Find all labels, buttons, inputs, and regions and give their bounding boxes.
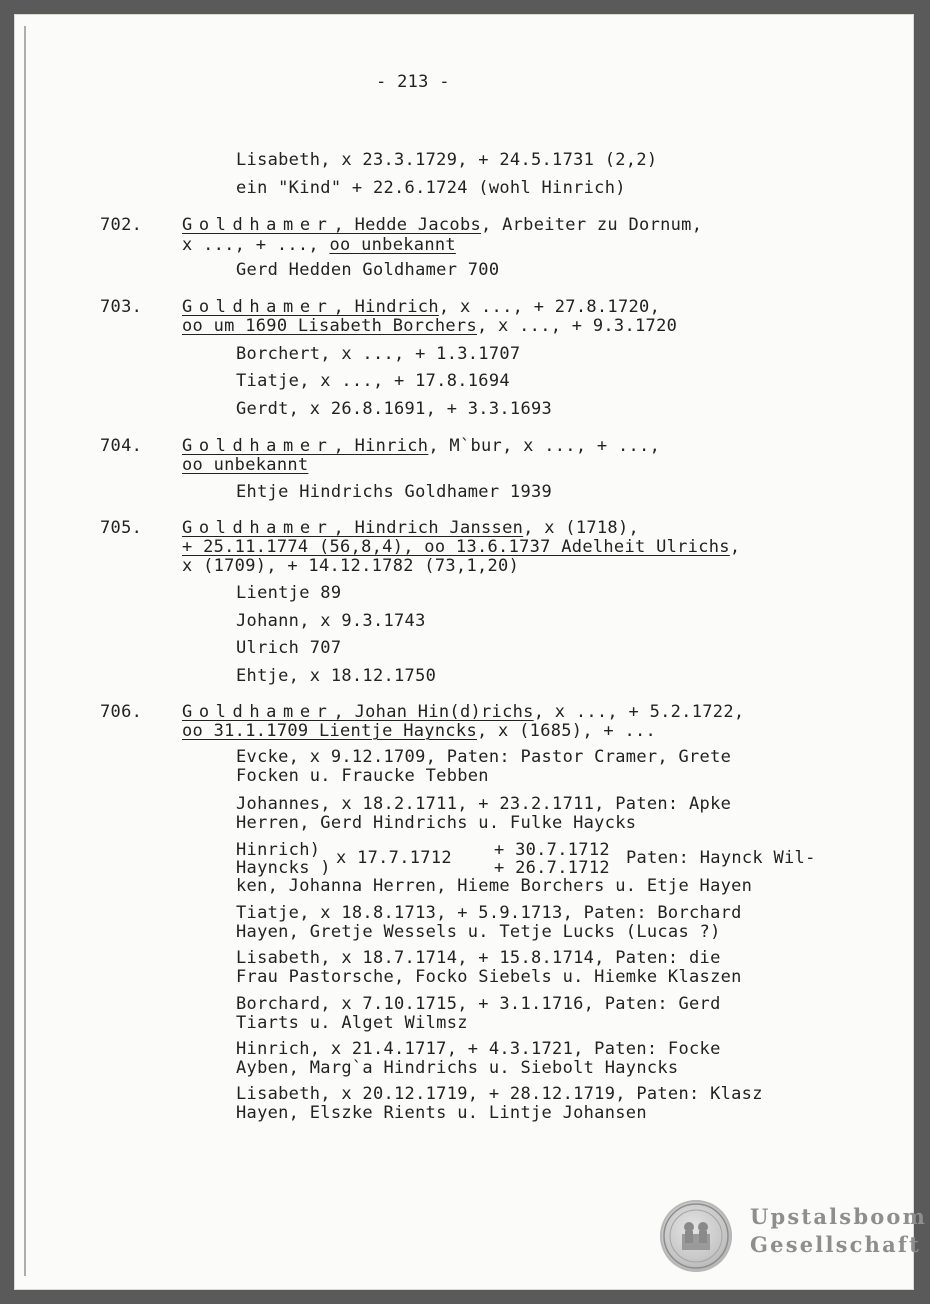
entry-number: 703.: [100, 297, 143, 317]
child-line: Gerdt, x 26.8.1691, + 3.3.1693: [236, 399, 553, 419]
child-line: Tiatje, x ..., + 17.8.1694: [236, 371, 510, 391]
brand-line1: Upstalsboom: [750, 1204, 928, 1229]
child-line: Borchard, x 7.10.1715, + 3.1.1716, Paten: Gerd: [236, 994, 721, 1014]
child-line: Evcke, x 9.12.1709, Paten: Pastor Cramer, Grete: [236, 747, 732, 767]
page-edge-line: [24, 26, 26, 1276]
entry-heading: Goldhamer, Hinrich, M`bur, x ..., + ...,: [182, 436, 661, 456]
child-line: Frau Pastorsche, Focko Siebels u. Hiemke Klaszen: [236, 967, 742, 987]
brand-line2: Gesellschaft: [750, 1232, 922, 1257]
child-line: Ehtje Hindrichs Goldhamer 1939: [236, 482, 553, 502]
surname: Goldhamer: [182, 518, 334, 538]
twin-name: Hayncks ): [236, 858, 331, 878]
child-line: Hayen, Gretje Wessels u. Tetje Lucks (Lucas ?): [236, 922, 721, 942]
person-name: Hindrich: [354, 297, 439, 317]
child-line: Hinrich, x 21.4.1717, + 4.3.1721, Paten: Focke: [236, 1039, 721, 1059]
entry-line: oo unbekannt: [182, 455, 309, 475]
child-line: Ayben, Marg`a Hindrichs u. Siebolt Hayncks: [236, 1058, 679, 1078]
child-line: Ulrich 707: [236, 638, 342, 658]
twin-baptism: x 17.7.1712: [336, 848, 452, 868]
entry-line: oo 31.1.1709 Lientje Hayncks, x (1685), + ...: [182, 721, 657, 741]
entry-number: 705.: [100, 518, 143, 538]
twin-godparents: Paten: Haynck Wil-: [626, 848, 816, 868]
upstalsboom-watermark: [660, 1200, 928, 1280]
child-line: Borchert, x ..., + 1.3.1707: [236, 344, 521, 364]
child-line: ken, Johanna Herren, Hieme Borchers u. Etje Hayen: [236, 876, 753, 896]
twin-death: + 26.7.1712: [494, 858, 610, 878]
entry-number: 704.: [100, 436, 143, 456]
child-line: Tiarts u. Alget Wilmsz: [236, 1013, 468, 1033]
surname: Goldhamer: [182, 215, 334, 235]
surname: Goldhamer: [182, 702, 334, 722]
child-line: Lisabeth, x 20.12.1719, + 28.12.1719, Paten: Klasz: [236, 1084, 763, 1104]
text-line: Lisabeth, x 23.3.1729, + 24.5.1731 (2,2): [236, 150, 658, 170]
entry-heading: Goldhamer, Hedde Jacobs, Arbeiter zu Dornum,: [182, 215, 703, 235]
child-line: Focken u. Fraucke Tebben: [236, 766, 489, 786]
child-line: Johann, x 9.3.1743: [236, 611, 426, 631]
child-line: Lisabeth, x 18.7.1714, + 15.8.1714, Paten: die: [236, 948, 721, 968]
person-name: Hindrich Janssen: [354, 518, 524, 538]
entry-heading: Goldhamer, Hindrich, x ..., + 27.8.1720,: [182, 297, 661, 317]
child-line: Herren, Gerd Hindrichs u. Fulke Haycks: [236, 813, 637, 833]
child-line: Tiatje, x 18.8.1713, + 5.9.1713, Paten: Borchard: [236, 903, 742, 923]
entry-line: x ..., + ..., oo unbekannt: [182, 235, 456, 255]
child-line: Lientje 89: [236, 583, 342, 603]
entry-line: x (1709), + 14.12.1782 (73,1,20): [182, 556, 520, 576]
surname: Goldhamer: [182, 297, 334, 317]
entry-line: + 25.11.1774 (56,8,4), oo 13.6.1737 Adelheit Ulrichs,: [182, 537, 741, 557]
seal-icon: [660, 1200, 732, 1272]
twin-death: + 30.7.1712: [494, 840, 610, 860]
twin-name: Hinrich): [236, 840, 321, 860]
person-name: Johan Hin(d)richs: [354, 702, 534, 722]
page-number: - 213 -: [376, 72, 450, 92]
child-line: Gerd Hedden Goldhamer 700: [236, 260, 500, 280]
person-name: Hinrich: [354, 436, 429, 456]
document-page: [14, 14, 928, 1290]
child-line: Hayen, Elszke Rients u. Lintje Johansen: [236, 1103, 647, 1123]
entry-number: 702.: [100, 215, 143, 235]
entry-heading: Goldhamer, Johan Hin(d)richs, x ..., + 5.2.1722,: [182, 702, 745, 722]
child-line: Johannes, x 18.2.1711, + 23.2.1711, Paten: Apke: [236, 794, 732, 814]
child-line: Ehtje, x 18.12.1750: [236, 666, 437, 686]
entry-number: 706.: [100, 702, 143, 722]
entry-heading: Goldhamer, Hindrich Janssen, x (1718),: [182, 518, 640, 538]
person-name: Hedde Jacobs: [354, 215, 482, 235]
text-line: ein "Kind" + 22.6.1724 (wohl Hinrich): [236, 178, 626, 198]
surname: Goldhamer: [182, 436, 334, 456]
entry-line: oo um 1690 Lisabeth Borchers, x ..., + 9.3.1720: [182, 316, 678, 336]
